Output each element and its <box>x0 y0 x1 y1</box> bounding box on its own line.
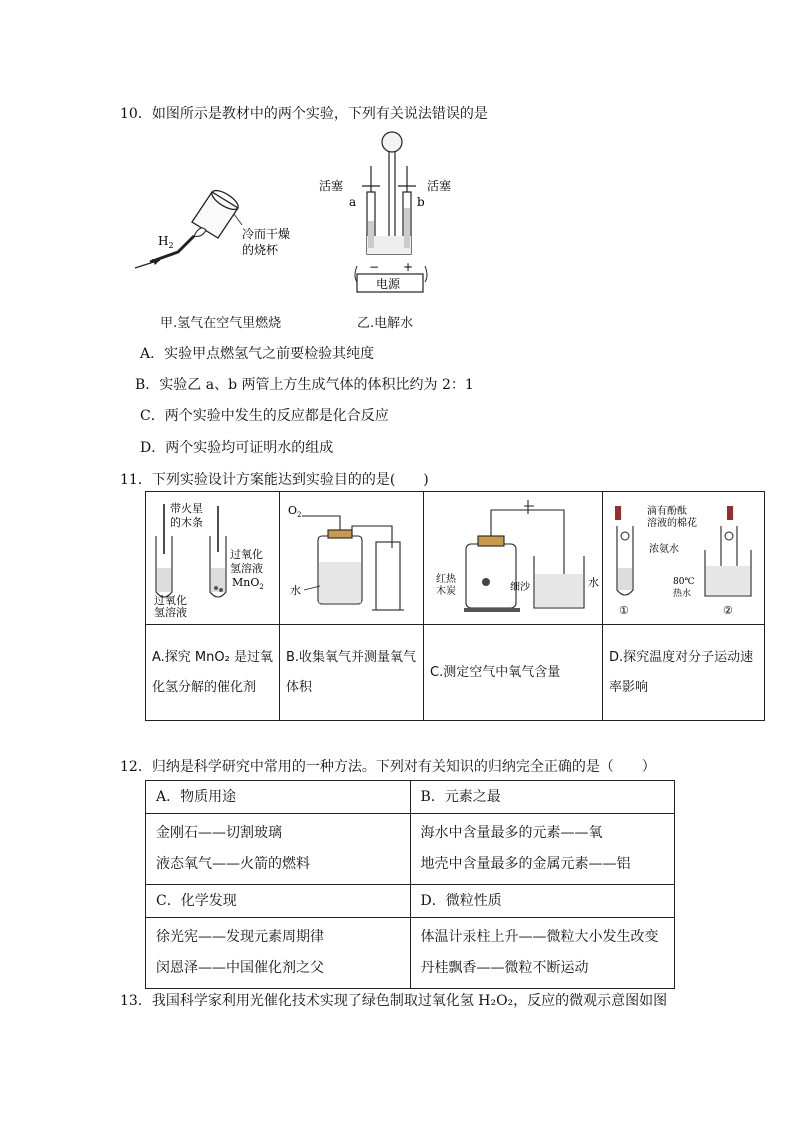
svg-text:带火星: 带火星 <box>170 502 203 515</box>
q11-stem: 11．下列实验设计方案能达到实验目的的是( ) <box>120 472 429 488</box>
svg-text:①: ① <box>619 604 629 617</box>
beaker-label-2: 的烧杯 <box>242 243 279 257</box>
q12-b-line2: 地壳中含量最多的金属元素——铝 <box>420 856 631 872</box>
h2-label: $H_2$ <box>158 234 174 250</box>
svg-text:热水: 热水 <box>673 589 692 599</box>
beaker-label-1: 冷而干燥 <box>242 227 291 241</box>
mno2-label: MnO$_2$ <box>232 576 264 591</box>
svg-text:80℃: 80℃ <box>673 577 695 587</box>
q12-table <box>145 780 675 989</box>
q12-b-line1: 海水中含量最多的元素——氧 <box>420 825 603 841</box>
fig-yi-caption: 乙.电解水 <box>357 316 414 331</box>
svg-text:水: 水 <box>290 584 301 597</box>
q12-b-head: B．元素之最 <box>410 781 675 814</box>
svg-text:过氧化: 过氧化 <box>154 594 187 607</box>
q12-c-body <box>146 918 411 989</box>
catalyst-test-figure <box>146 492 279 620</box>
fig-jia-caption: 甲.氢气在空气里燃烧 <box>160 316 282 331</box>
oxygen-content-figure <box>424 492 602 620</box>
q12-d-line2: 丹桂飘香——微粒不断运动 <box>420 960 589 976</box>
svg-text:溶液的棉花: 溶液的棉花 <box>647 518 697 529</box>
plus-label: + <box>403 260 414 274</box>
power-label: 电源 <box>376 277 401 291</box>
molecule-motion-figure <box>603 492 764 620</box>
valve-right-label: 活塞 <box>427 179 452 193</box>
q12-d-body <box>410 918 675 989</box>
q12-b-body <box>410 814 675 885</box>
svg-text:氢溶液: 氢溶液 <box>154 606 187 619</box>
water-electrolysis-figure <box>315 126 465 296</box>
svg-text:②: ② <box>723 604 733 617</box>
svg-text:红热: 红热 <box>436 574 456 585</box>
funnel-bulb <box>382 132 402 152</box>
flame-icon <box>194 228 206 236</box>
q11-caption-d: D.探究温度对分子运动速率影响 <box>603 625 765 721</box>
q12-a-body <box>146 814 411 885</box>
valve-left-label: 活塞 <box>319 179 344 193</box>
oxygen-collection-figure <box>280 492 423 620</box>
q11-caption-a: A.探究 MnO₂ 是过氧化氢分解的催化剂 <box>146 625 280 721</box>
minus-label: − <box>369 260 380 274</box>
label-a: a <box>349 195 357 209</box>
hydrogen-combustion-figure <box>130 180 310 290</box>
q11-table <box>145 491 765 721</box>
q11-fig-a-cell <box>146 492 280 625</box>
q10-option-d: D．两个实验均可证明水的组成 <box>140 440 334 456</box>
q12-a-line2: 液态氧气——火箭的燃料 <box>156 856 310 872</box>
q10-option-b: B．实验乙 a、b 两管上方生成气体的体积比约为 2：1 <box>135 377 474 393</box>
label-b: b <box>417 195 425 209</box>
q12-stem: 12．归纳是科学研究中常用的一种方法。下列对有关知识的归纳完全正确的是（ ） <box>120 759 656 775</box>
svg-text:木炭: 木炭 <box>436 586 456 597</box>
q12-c-head: C．化学发现 <box>146 885 411 918</box>
svg-text:的木条: 的木条 <box>170 516 203 529</box>
o2-label: $O_2$ <box>288 504 302 519</box>
q12-c-line1: 徐光宪——发现元素周期律 <box>156 929 324 945</box>
q12-a-head: A．物质用途 <box>146 781 411 814</box>
q12-d-head: D．微粒性质 <box>410 885 675 918</box>
q11-fig-c-cell <box>424 492 603 625</box>
svg-text:氢溶液: 氢溶液 <box>230 562 263 575</box>
svg-text:细沙: 细沙 <box>510 582 530 593</box>
q10-option-a: A．实验甲点燃氢气之前要检验其纯度 <box>140 346 375 362</box>
svg-text:滴有酚酞: 滴有酚酞 <box>647 506 687 517</box>
q11-fig-d-cell <box>603 492 765 625</box>
q10-stem: 10．如图所示是教材中的两个实验，下列有关说法错误的是 <box>120 106 488 122</box>
q12-a-line1: 金刚石——切割玻璃 <box>156 825 282 841</box>
q10-option-c: C．两个实验中发生的反应都是化合反应 <box>140 408 389 424</box>
svg-text:浓氨水: 浓氨水 <box>649 544 679 555</box>
center-tube <box>389 152 395 236</box>
q12-d-line1: 体温计汞柱上升——微粒大小发生改变 <box>420 929 659 945</box>
q12-c-line2: 闵恩泽——中国催化剂之父 <box>156 960 324 976</box>
q11-caption-b: B.收集氧气并测量氧气体积 <box>280 625 424 721</box>
q11-fig-b-cell <box>280 492 424 625</box>
svg-text:过氧化: 过氧化 <box>230 548 263 561</box>
q13-stem: 13．我国科学家利用光催化技术实现了绿色制取过氧化氢 H₂O₂，反应的微观示意图如图 <box>120 993 668 1009</box>
q11-caption-c: C.测定空气中氧气含量 <box>424 625 603 721</box>
svg-text:水: 水 <box>588 576 599 589</box>
